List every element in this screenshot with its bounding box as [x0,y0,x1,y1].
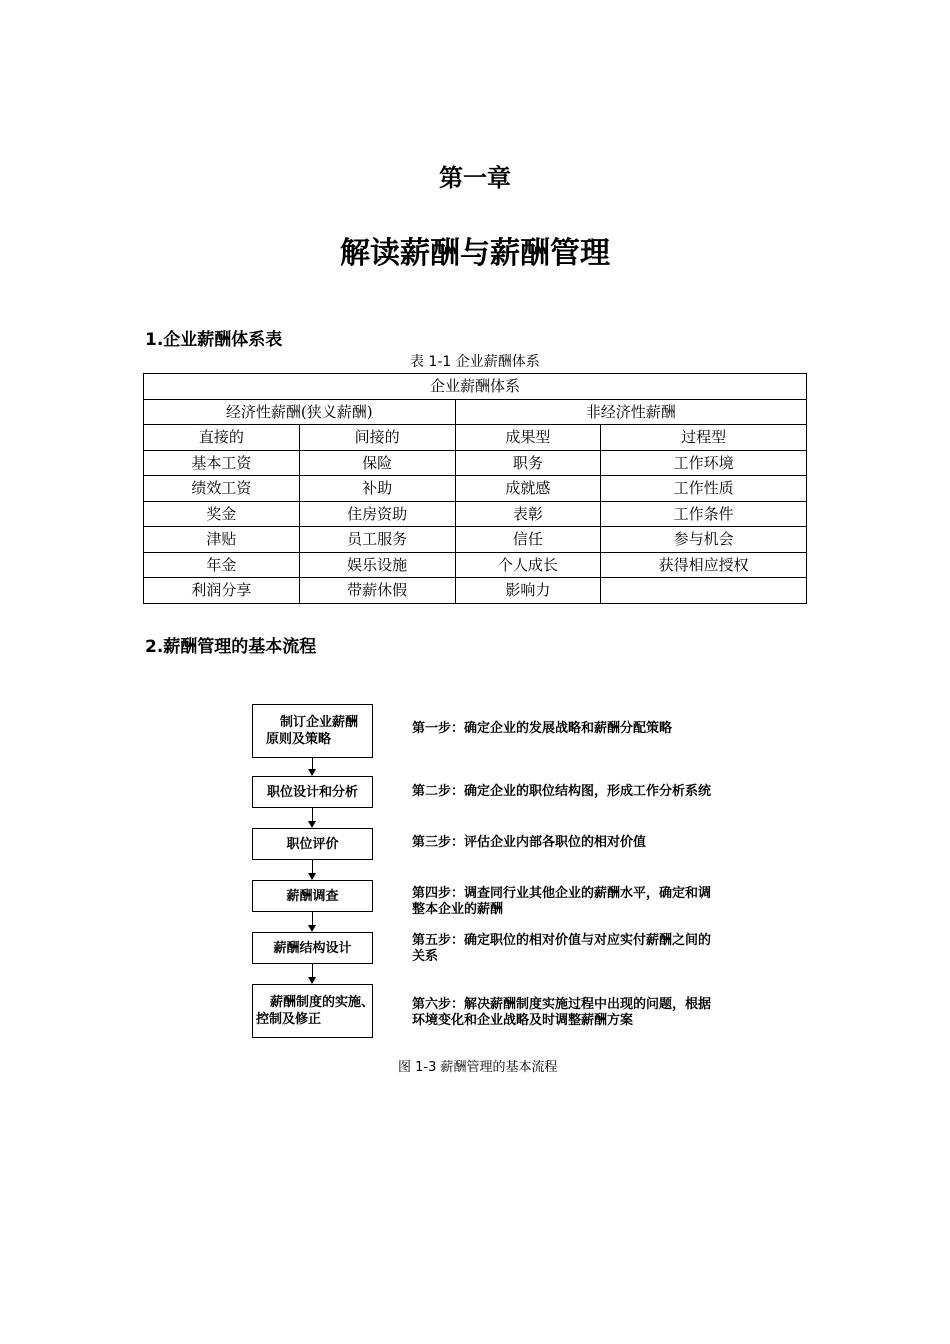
table-cell: 个人成长 [455,552,601,578]
flow-step-line: 第六步：解决薪酬制度实施过程中出现的问题，根据 [412,997,712,1012]
table-cell: 娱乐设施 [299,552,455,578]
flow-connector [312,912,313,925]
arrow-down-icon [308,769,316,776]
arrow-down-icon [308,977,316,984]
table-cell: 带薪休假 [299,578,455,604]
flow-connector [312,860,313,873]
table-cell: 工作性质 [601,476,807,502]
table-group-non-economic: 非经济性薪酬 [455,399,806,425]
table-caption: 表 1-1 企业薪酬体系 [410,354,540,370]
table-cell: 保险 [299,450,455,476]
section-1-heading: 1.企业薪酬体系表 [145,330,283,350]
table-row [144,578,807,604]
table-column-header: 间接的 [299,425,455,451]
flow-step-6 [412,997,742,1029]
flow-box-text: 薪酬结构设计 [273,940,352,956]
table-cell: 年金 [144,552,300,578]
table-cell: 津贴 [144,527,300,553]
flow-box-salary-survey [252,880,373,912]
flow-box-text: 薪酬调查 [286,888,339,904]
table-cell [601,578,807,604]
flow-connector [312,964,313,977]
arrow-down-icon [308,873,316,880]
flow-box-job-evaluation [252,828,373,860]
table-group-economic: 经济性薪酬(狭义薪酬) [144,399,456,425]
flow-step-1: 第一步：确定企业的发展战略和薪酬分配策略 [412,721,673,736]
flow-connector [312,808,313,821]
table-row [144,501,807,527]
flow-box-text: 制订企业薪酬 [280,715,359,730]
flow-box-text: 职位设计和分析 [266,784,358,800]
table-row [144,476,807,502]
flow-step-3: 第三步：评估企业内部各职位的相对价值 [412,835,647,850]
table-cell: 住房资助 [299,501,455,527]
table-row [144,399,807,425]
flow-box-text: 控制及修正 [256,1012,322,1027]
table-cell: 基本工资 [144,450,300,476]
flow-step-line: 第五步：确定职位的相对价值与对应实付薪酬之间的 [412,933,712,948]
table-cell: 员工服务 [299,527,455,553]
table-cell: 利润分享 [144,578,300,604]
flow-step-5 [412,933,742,965]
table-cell: 参与机会 [601,527,807,553]
table-cell: 获得相应授权 [601,552,807,578]
table-row [144,450,807,476]
flow-step-4 [412,886,742,918]
table-cell: 绩效工资 [144,476,300,502]
flow-step-line: 整本企业的薪酬 [412,902,504,917]
table-column-header: 成果型 [455,425,601,451]
section-2-heading: 2.薪酬管理的基本流程 [145,637,317,657]
flow-step-line: 第四步：调查同行业其他企业的薪酬水平，确定和调 [412,886,712,901]
table-header-cell: 企业薪酬体系 [144,374,807,400]
flow-connector [312,758,313,769]
table-cell: 奖金 [144,501,300,527]
page-title: 解读薪酬与薪酬管理 [340,236,610,271]
arrow-down-icon [308,925,316,932]
table-row [144,527,807,553]
flow-step-line: 环境变化和企业战略及时调整薪酬方案 [412,1013,634,1028]
table-column-header: 过程型 [601,425,807,451]
table-cell: 补助 [299,476,455,502]
figure-caption: 图 1-3 薪酬管理的基本流程 [398,1060,558,1075]
table-cell: 表彰 [455,501,601,527]
table-row [144,425,807,451]
flow-box-job-design [252,776,373,808]
flow-box-implementation [252,984,373,1038]
flow-step-line: 关系 [412,949,439,964]
table-cell: 影响力 [455,578,601,604]
flow-box-text: 原则及策略 [266,732,332,747]
table-cell: 工作条件 [601,501,807,527]
arrow-down-icon [308,821,316,828]
flow-box-strategy [252,704,373,758]
flow-box-structure-design [252,932,373,964]
table-row [144,552,807,578]
table-cell: 工作环境 [601,450,807,476]
flow-step-2: 第二步：确定企业的职位结构图，形成工作分析系统 [412,784,712,799]
flow-box-text: 职位评价 [286,836,339,852]
table-cell: 职务 [455,450,601,476]
table-row [144,374,807,400]
table-cell: 信任 [455,527,601,553]
compensation-system-table [143,373,807,604]
chapter-heading: 第一章 [439,163,511,192]
table-column-header: 直接的 [144,425,300,451]
table-cell: 成就感 [455,476,601,502]
flow-box-text: 薪酬制度的实施、 [270,995,375,1010]
